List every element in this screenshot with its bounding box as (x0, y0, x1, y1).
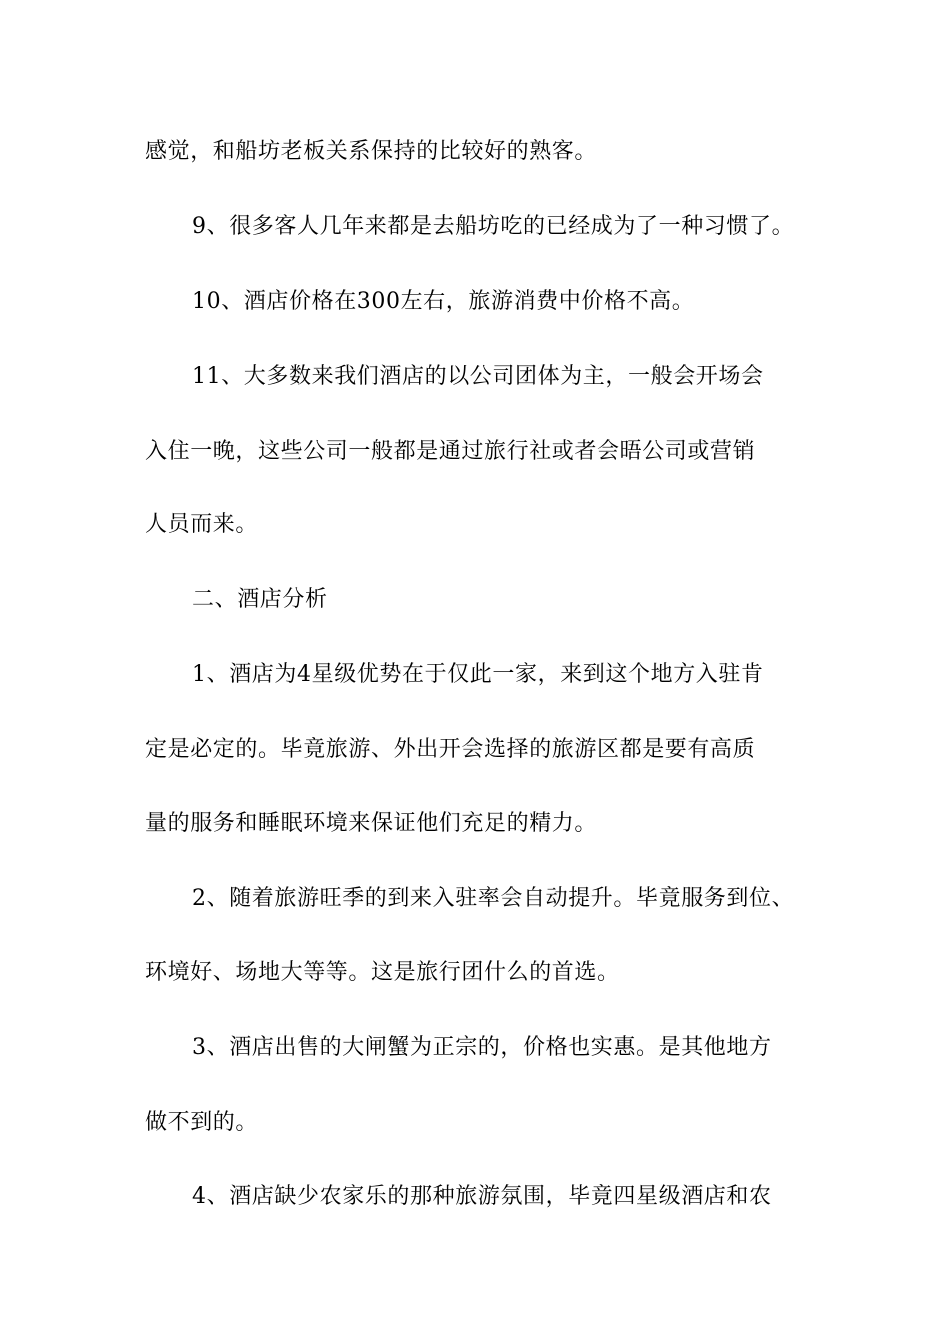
paragraph-line: 人员而来。 (145, 512, 259, 537)
paragraph-line: 做不到的。 (145, 1110, 259, 1135)
paragraph-line: 定是必定的。毕竟旅游、外出开会选择的旅游区都是要有高质 (145, 737, 756, 762)
paragraph-line: 入住一晚，这些公司一般都是通过旅行社或者会晤公司或营销 (145, 439, 756, 464)
paragraph-line: 4、酒店缺少农家乐的那种旅游氛围，毕竟四星级酒店和农 (192, 1184, 772, 1209)
paragraph-line: 3、酒店出售的大闸蟹为正宗的，价格也实惠。是其他地方 (192, 1035, 772, 1060)
paragraph-line: 2、随着旅游旺季的到来入驻率会自动提升。毕竟服务到位、 (192, 886, 795, 911)
paragraph-line: 11、大多数来我们酒店的以公司团体为主，一般会开场会 (192, 364, 764, 389)
paragraph-line: 量的服务和睡眠环境来保证他们充足的精力。 (145, 811, 598, 836)
paragraph-line: 环境好、场地大等等。这是旅行团什么的首选。 (145, 960, 620, 985)
section-heading: 二、酒店分析 (192, 587, 328, 612)
paragraph-line: 10、酒店价格在300左右，旅游消费中价格不高。 (192, 289, 695, 314)
paragraph-line: 9、很多客人几年来都是去船坊吃的已经成为了一种习惯了。 (192, 214, 795, 239)
paragraph-line: 感觉，和船坊老板关系保持的比较好的熟客。 (145, 139, 598, 164)
paragraph-line: 1、酒店为4星级优势在于仅此一家，来到这个地方入驻肯 (192, 662, 764, 687)
